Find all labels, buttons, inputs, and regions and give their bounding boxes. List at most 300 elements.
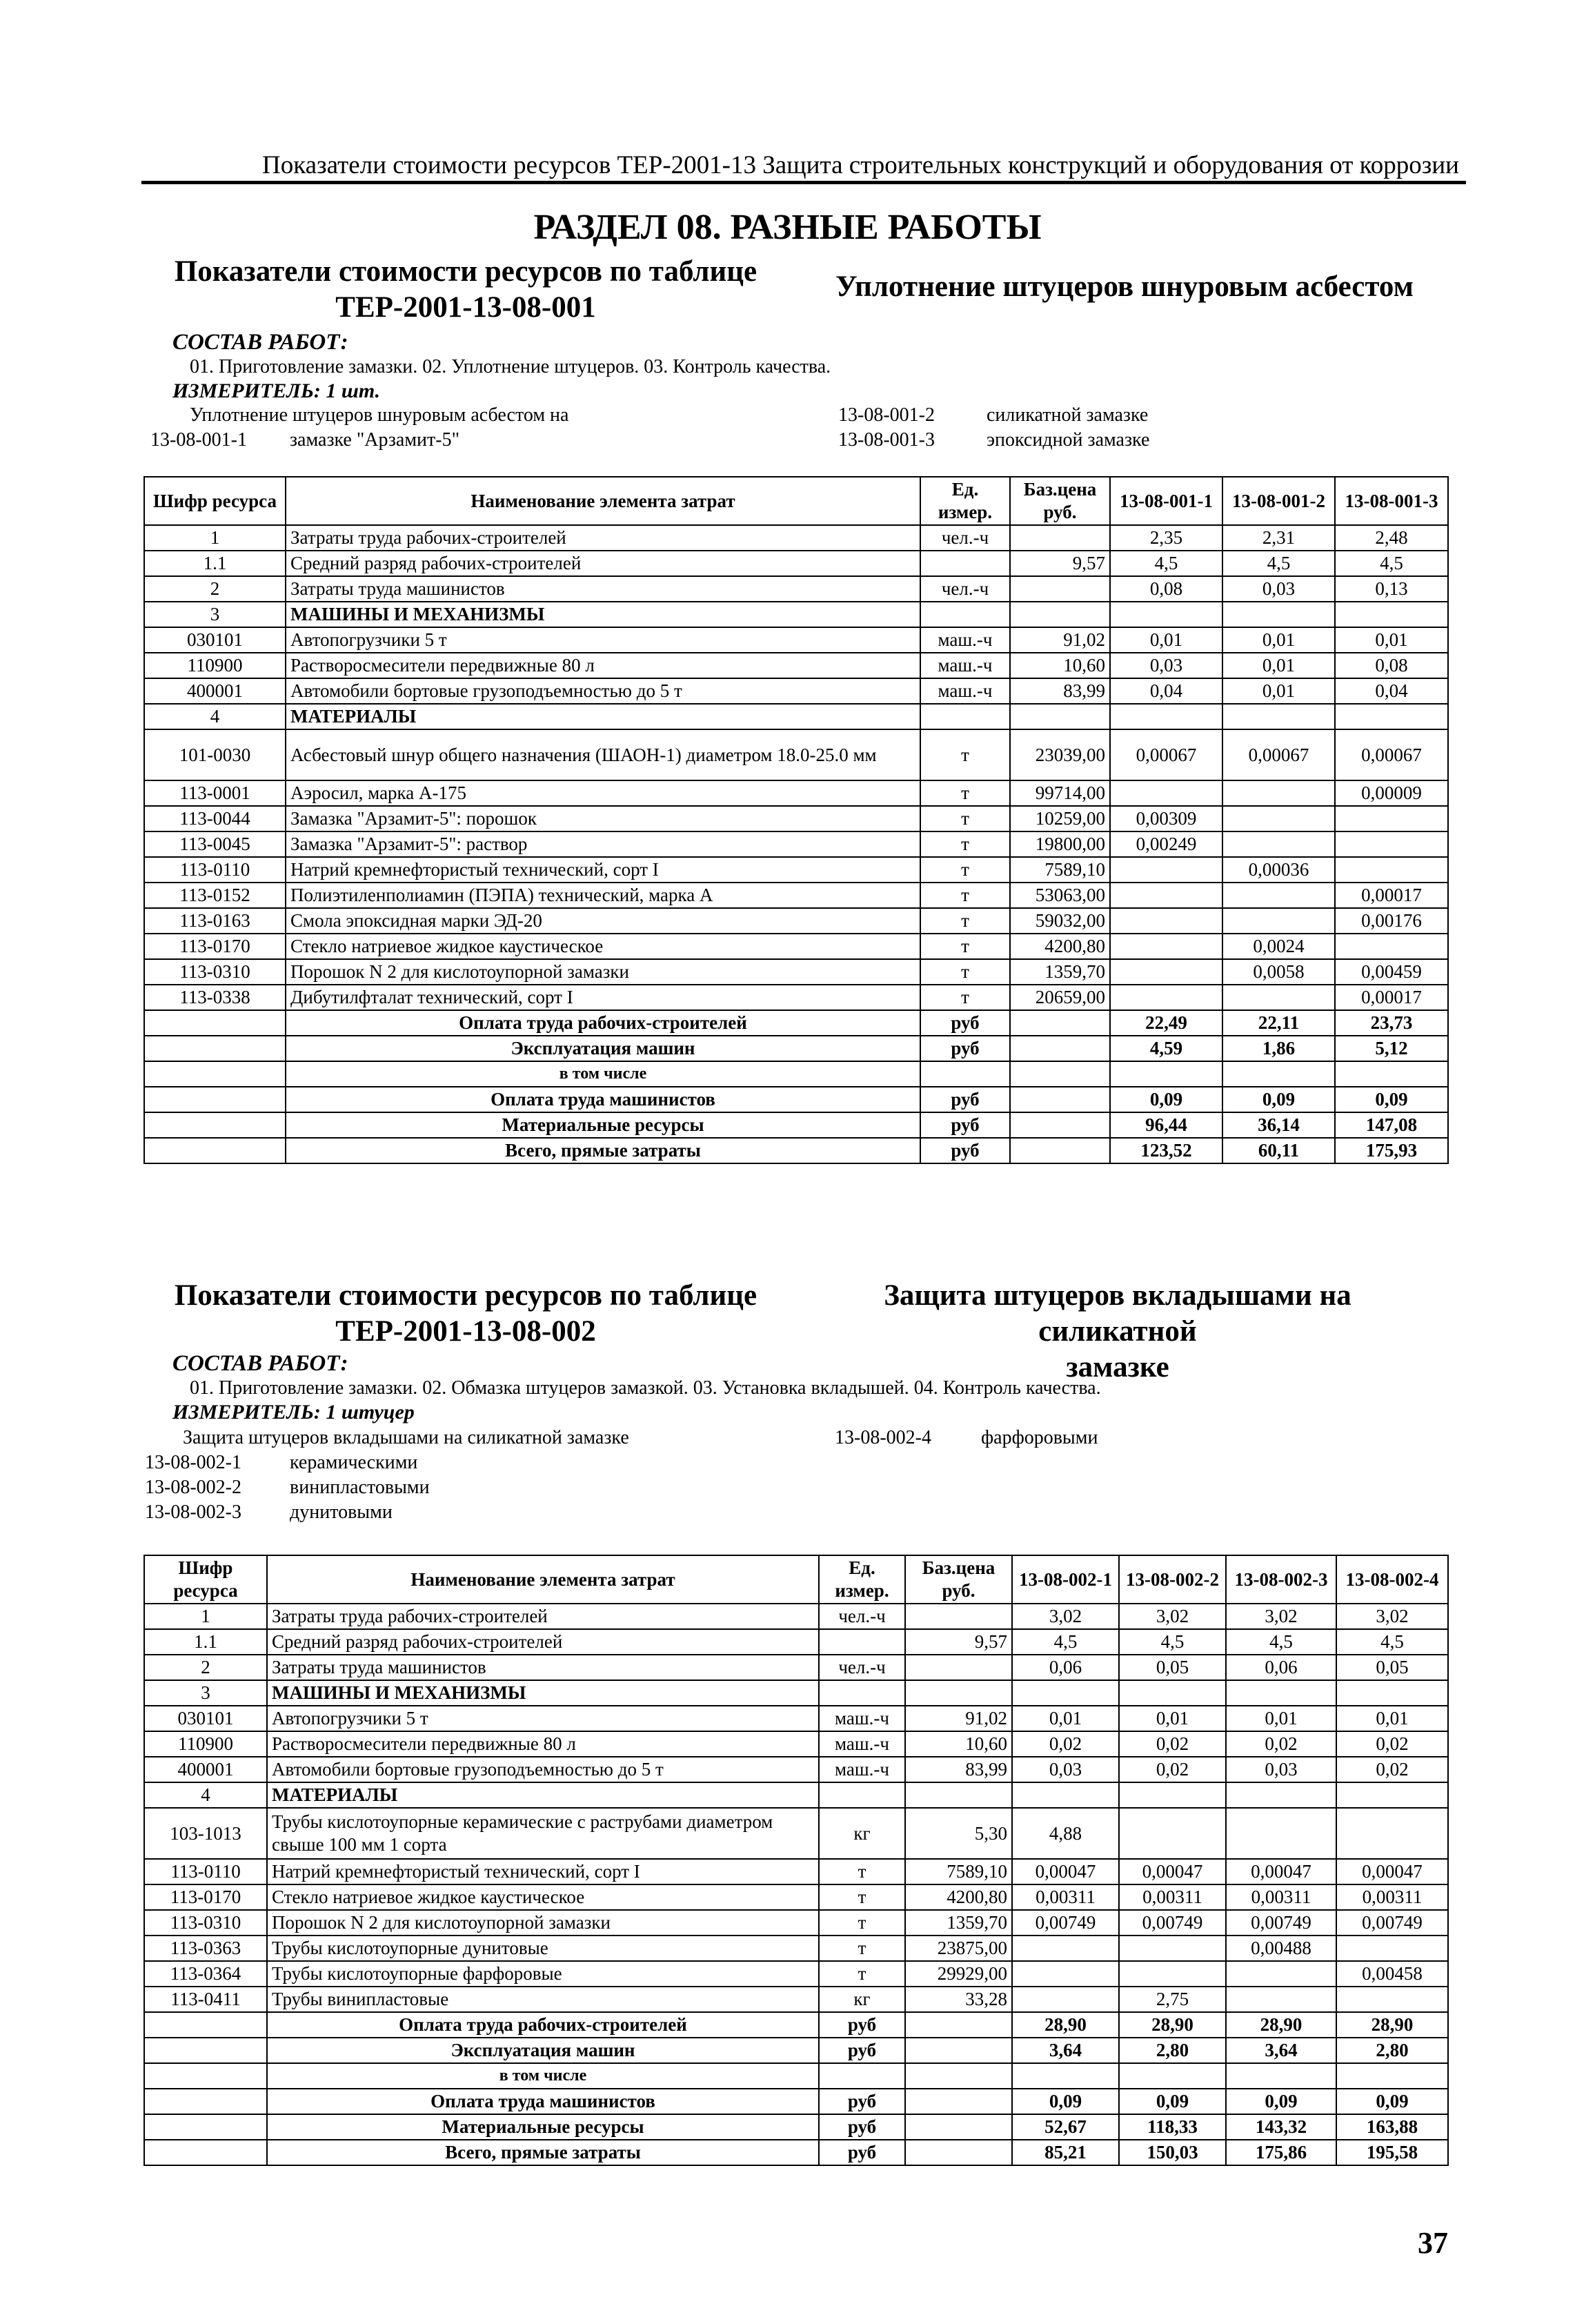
table-row xyxy=(144,1961,1448,1987)
cell-norm-2: 0,01 xyxy=(1222,627,1335,653)
cell-summary-norm-1: 123,52 xyxy=(1110,1138,1222,1163)
cell-summary-unit: руб xyxy=(920,1010,1010,1036)
cell-norm-3 xyxy=(1335,857,1448,883)
cell-norm-3: 0,04 xyxy=(1335,678,1448,704)
table-row xyxy=(144,1604,1448,1629)
cell-empty xyxy=(1010,1087,1110,1112)
t2-title-right-line1: Защита штуцеров вкладышами на силикатной xyxy=(884,1279,1351,1348)
col-header-name: Наименование элемента затрат xyxy=(286,477,920,525)
cell-norm-1: 0,00067 xyxy=(1110,729,1222,780)
table-row xyxy=(144,627,1448,653)
cell-base-price xyxy=(1010,602,1110,627)
t1-code2: 13-08-001-2 xyxy=(838,404,935,426)
cell-norm-2: 0,03 xyxy=(1222,576,1335,602)
cell-norm-1 xyxy=(1110,602,1222,627)
cell-norm-1: 0,03 xyxy=(1012,1757,1119,1782)
cell-summary-norm-1 xyxy=(1110,1061,1222,1087)
cell-norm-1: 0,04 xyxy=(1110,678,1222,704)
cell-empty xyxy=(1010,1112,1110,1138)
cell-name: Смола эпоксидная марки ЭД-20 xyxy=(286,908,920,934)
cell-norm-2: 0,0058 xyxy=(1222,959,1335,985)
t2-intro: Защита штуцеров вкладышами на силикатной замазке xyxy=(183,1427,629,1448)
cell-norm-2 xyxy=(1119,1808,1226,1859)
cell-code: 113-0363 xyxy=(144,1936,267,1961)
table-header-row xyxy=(144,477,1448,525)
cell-empty xyxy=(144,1138,286,1163)
cell-empty xyxy=(905,2038,1012,2063)
cell-norm-3 xyxy=(1226,1680,1336,1706)
cell-norm-2 xyxy=(1222,831,1335,857)
running-header: Показатели стоимости ресурсов ТЕР-2001-13 Защита строительных конструкций и оборудования от коррозии xyxy=(262,151,1459,179)
cell-code: 2 xyxy=(144,576,286,602)
cell-norm-4: 3,02 xyxy=(1336,1604,1448,1629)
cell-base-price: 5,30 xyxy=(905,1808,1012,1859)
cell-base-price xyxy=(905,1604,1012,1629)
cell-summary-norm-1: 52,67 xyxy=(1012,2114,1119,2140)
cell-norm-3 xyxy=(1226,1961,1336,1987)
cell-summary-norm-1: 85,21 xyxy=(1012,2140,1119,2165)
cell-summary-name: Оплата труда машинистов xyxy=(267,2089,819,2114)
cell-norm-1: 0,03 xyxy=(1110,653,1222,678)
col-header-norm-1: 13-08-001-1 xyxy=(1110,477,1222,525)
cell-norm-2 xyxy=(1119,1680,1226,1706)
cell-norm-2: 4,5 xyxy=(1119,1629,1226,1655)
cell-norm-3: 0,00017 xyxy=(1335,985,1448,1010)
cell-norm-3 xyxy=(1335,831,1448,857)
cell-code: 400001 xyxy=(144,678,286,704)
cell-norm-2: 0,00311 xyxy=(1119,1884,1226,1910)
cell-unit: чел.-ч xyxy=(920,525,1010,551)
cell-summary-norm-3: 23,73 xyxy=(1335,1010,1448,1036)
cell-base-price: 20659,00 xyxy=(1010,985,1110,1010)
cell-norm-3: 0,08 xyxy=(1335,653,1448,678)
t2-title-left-line1: Показатели стоимости ресурсов по таблице xyxy=(174,1279,757,1312)
cell-unit xyxy=(920,704,1010,729)
cell-summary-name: Материальные ресурсы xyxy=(267,2114,819,2140)
cell-norm-3: 0,00176 xyxy=(1335,908,1448,934)
cell-empty xyxy=(144,2114,267,2140)
cell-summary-norm-4: 0,09 xyxy=(1336,2089,1448,2114)
cell-norm-1 xyxy=(1110,780,1222,806)
table-row xyxy=(144,806,1448,831)
cell-name: Натрий кремнефтористый технический, сорт I xyxy=(267,1859,819,1884)
cell-summary-unit: руб xyxy=(819,2114,905,2140)
table-row xyxy=(144,1859,1448,1884)
cell-base-price: 9,57 xyxy=(1010,551,1110,576)
cell-norm-1: 2,35 xyxy=(1110,525,1222,551)
cell-summary-unit: руб xyxy=(819,2012,905,2038)
table-row xyxy=(144,1936,1448,1961)
cell-summary-unit: руб xyxy=(819,2140,905,2165)
cell-base-price: 83,99 xyxy=(905,1757,1012,1782)
cell-unit: т xyxy=(920,985,1010,1010)
cell-norm-3: 0,00749 xyxy=(1226,1910,1336,1936)
table-row xyxy=(144,1884,1448,1910)
cell-empty xyxy=(144,1087,286,1112)
cell-norm-2 xyxy=(1222,985,1335,1010)
cell-base-price: 19800,00 xyxy=(1010,831,1110,857)
table-row xyxy=(144,576,1448,602)
cell-name: Затраты труда машинистов xyxy=(267,1655,819,1680)
cell-summary-norm-4 xyxy=(1336,2063,1448,2089)
cell-name: Порошок N 2 для кислотоупорной замазки xyxy=(286,959,920,985)
cell-code: 4 xyxy=(144,1782,267,1808)
cell-empty xyxy=(144,2063,267,2089)
table-row xyxy=(144,704,1448,729)
table-row xyxy=(144,1910,1448,1936)
cell-empty xyxy=(144,1010,286,1036)
cell-base-price xyxy=(1010,525,1110,551)
cell-code: 113-0110 xyxy=(144,857,286,883)
cell-summary-norm-1: 3,64 xyxy=(1012,2038,1119,2063)
t1-desc1: замазке "Арзамит-5" xyxy=(290,429,460,451)
cell-norm-4 xyxy=(1336,1782,1448,1808)
t2-desc3: дунитовыми xyxy=(290,1501,393,1523)
summary-row xyxy=(144,1112,1448,1138)
cell-code: 113-0044 xyxy=(144,806,286,831)
cell-norm-1 xyxy=(1012,1987,1119,2012)
cell-norm-2 xyxy=(1222,908,1335,934)
cell-norm-3: 0,06 xyxy=(1226,1655,1336,1680)
t2-title-right xyxy=(807,1278,1428,1386)
cell-name: Асбестовый шнур общего назначения (ШАОН-1) диаметром 18.0-25.0 мм xyxy=(286,729,920,780)
cell-name: Затраты труда рабочих-строителей xyxy=(286,525,920,551)
table-row xyxy=(144,1629,1448,1655)
cell-norm-3: 0,00067 xyxy=(1335,729,1448,780)
cell-name: Трубы винипластовые xyxy=(267,1987,819,2012)
cell-summary-name: в том числе xyxy=(286,1061,920,1087)
t2-title-left-line2: ТЕР-2001-13-08-002 xyxy=(335,1315,596,1348)
table-row xyxy=(144,1706,1448,1731)
cell-norm-1 xyxy=(1110,857,1222,883)
cell-unit: т xyxy=(819,1961,905,1987)
cell-summary-norm-1: 0,09 xyxy=(1012,2089,1119,2114)
cell-unit: маш.-ч xyxy=(920,653,1010,678)
table-row xyxy=(144,1731,1448,1757)
table-row xyxy=(144,525,1448,551)
cell-unit xyxy=(920,551,1010,576)
cell-base-price: 1359,70 xyxy=(1010,959,1110,985)
cell-summary-norm-3 xyxy=(1226,2063,1336,2089)
cell-base-price xyxy=(1010,704,1110,729)
resource-table-2 xyxy=(143,1555,1449,2166)
cell-norm-2: 3,02 xyxy=(1119,1604,1226,1629)
cell-norm-1: 4,88 xyxy=(1012,1808,1119,1859)
cell-base-price: 23875,00 xyxy=(905,1936,1012,1961)
cell-norm-3: 4,5 xyxy=(1335,551,1448,576)
cell-norm-2 xyxy=(1119,1961,1226,1987)
table-row xyxy=(144,1680,1448,1706)
col-header-norm-2: 13-08-001-2 xyxy=(1222,477,1335,525)
cell-norm-1: 0,02 xyxy=(1012,1731,1119,1757)
cell-norm-3 xyxy=(1335,704,1448,729)
cell-unit xyxy=(920,602,1010,627)
cell-name: Средний разряд рабочих-строителей xyxy=(286,551,920,576)
cell-base-price: 7589,10 xyxy=(905,1859,1012,1884)
cell-code: 3 xyxy=(144,602,286,627)
cell-name: Трубы кислотоупорные керамические с раструбами диаметром свыше 100 мм 1 сорта xyxy=(267,1808,819,1859)
cell-norm-4 xyxy=(1336,1808,1448,1859)
cell-base-price: 7589,10 xyxy=(1010,857,1110,883)
cell-base-price: 10,60 xyxy=(1010,653,1110,678)
cell-empty xyxy=(1010,1061,1110,1087)
cell-summary-name: в том числе xyxy=(267,2063,819,2089)
cell-summary-norm-3: 147,08 xyxy=(1335,1112,1448,1138)
summary-row xyxy=(144,2089,1448,2114)
table-row xyxy=(144,729,1448,780)
col-header-code: Шифр ресурса xyxy=(144,477,286,525)
cell-norm-1: 0,00047 xyxy=(1012,1859,1119,1884)
cell-name: МАШИНЫ И МЕХАНИЗМЫ xyxy=(286,602,920,627)
cell-norm-3: 0,13 xyxy=(1335,576,1448,602)
cell-norm-1 xyxy=(1110,959,1222,985)
cell-norm-4: 0,00047 xyxy=(1336,1859,1448,1884)
cell-code: 030101 xyxy=(144,627,286,653)
col-header-code: Шифр ресурса xyxy=(144,1555,267,1604)
cell-norm-2 xyxy=(1222,602,1335,627)
cell-unit: кг xyxy=(819,1808,905,1859)
cell-norm-4: 0,00458 xyxy=(1336,1961,1448,1987)
cell-base-price: 83,99 xyxy=(1010,678,1110,704)
cell-code: 1.1 xyxy=(144,551,286,576)
cell-name: Автопогрузчики 5 т xyxy=(286,627,920,653)
cell-norm-1: 4,5 xyxy=(1110,551,1222,576)
t2-sostav-label: СОСТАВ РАБОТ: xyxy=(172,1351,348,1376)
cell-summary-norm-3: 175,86 xyxy=(1226,2140,1336,2165)
cell-unit xyxy=(819,1782,905,1808)
cell-norm-4: 0,02 xyxy=(1336,1757,1448,1782)
cell-norm-2 xyxy=(1119,1782,1226,1808)
cell-norm-1: 0,00749 xyxy=(1012,1910,1119,1936)
summary-row xyxy=(144,1036,1448,1061)
col-header-norm-1: 13-08-002-1 xyxy=(1012,1555,1119,1604)
cell-norm-3: 0,01 xyxy=(1335,627,1448,653)
cell-norm-1: 0,00249 xyxy=(1110,831,1222,857)
table-row xyxy=(144,857,1448,883)
cell-name: Автопогрузчики 5 т xyxy=(267,1706,819,1731)
cell-name: Стекло натриевое жидкое каустическое xyxy=(286,934,920,959)
cell-name: Автомобили бортовые грузоподъемностью до 5 т xyxy=(267,1757,819,1782)
cell-summary-norm-3: 0,09 xyxy=(1335,1087,1448,1112)
cell-norm-1: 0,01 xyxy=(1110,627,1222,653)
cell-norm-1 xyxy=(1110,934,1222,959)
cell-unit: маш.-ч xyxy=(819,1706,905,1731)
cell-unit: т xyxy=(920,831,1010,857)
cell-norm-4 xyxy=(1336,1987,1448,2012)
cell-summary-norm-2: 36,14 xyxy=(1222,1112,1335,1138)
cell-unit: маш.-ч xyxy=(819,1757,905,1782)
cell-summary-norm-2: 60,11 xyxy=(1222,1138,1335,1163)
t2-sostav-text: 01. Приготовление замазки. 02. Обмазка штуцеров замазкой. 03. Установка вкладышей. 04. Контроль качества. xyxy=(190,1377,1101,1399)
cell-norm-3: 0,00459 xyxy=(1335,959,1448,985)
cell-norm-3: 3,02 xyxy=(1226,1604,1336,1629)
cell-unit: т xyxy=(920,883,1010,908)
cell-norm-3: 0,00488 xyxy=(1226,1936,1336,1961)
cell-code: 113-0338 xyxy=(144,985,286,1010)
cell-code: 103-1013 xyxy=(144,1808,267,1859)
cell-base-price xyxy=(905,1655,1012,1680)
cell-name: Натрий кремнефтористый технический, сорт I xyxy=(286,857,920,883)
cell-norm-3: 4,5 xyxy=(1226,1629,1336,1655)
cell-summary-norm-4: 28,90 xyxy=(1336,2012,1448,2038)
cell-summary-norm-2 xyxy=(1119,2063,1226,2089)
table-row xyxy=(144,908,1448,934)
col-header-base-price: Баз.цена руб. xyxy=(1010,477,1110,525)
cell-summary-name: Всего, прямые затраты xyxy=(267,2140,819,2165)
table-row xyxy=(144,678,1448,704)
cell-code: 1 xyxy=(144,525,286,551)
cell-name: Средний разряд рабочих-строителей xyxy=(267,1629,819,1655)
col-header-norm-4: 13-08-002-4 xyxy=(1336,1555,1448,1604)
cell-norm-3 xyxy=(1226,1808,1336,1859)
cell-name: Стекло натриевое жидкое каустическое xyxy=(267,1884,819,1910)
cell-name: Трубы кислотоупорные фарфоровые xyxy=(267,1961,819,1987)
cell-unit: чел.-ч xyxy=(819,1604,905,1629)
cell-summary-norm-3: 5,12 xyxy=(1335,1036,1448,1061)
summary-row xyxy=(144,2012,1448,2038)
col-header-norm-3: 13-08-002-3 xyxy=(1226,1555,1336,1604)
cell-norm-2: 0,0024 xyxy=(1222,934,1335,959)
cell-norm-1 xyxy=(1110,704,1222,729)
cell-summary-norm-3: 28,90 xyxy=(1226,2012,1336,2038)
cell-norm-4: 0,01 xyxy=(1336,1706,1448,1731)
t1-code3: 13-08-001-3 xyxy=(838,429,935,451)
cell-code: 110900 xyxy=(144,653,286,678)
cell-norm-1 xyxy=(1110,883,1222,908)
cell-empty xyxy=(905,2089,1012,2114)
table-row xyxy=(144,551,1448,576)
cell-code: 113-0170 xyxy=(144,934,286,959)
cell-empty xyxy=(144,2038,267,2063)
section-title: РАЗДЕЛ 08. РАЗНЫЕ РАБОТЫ xyxy=(533,208,1042,247)
cell-name: МАТЕРИАЛЫ xyxy=(267,1782,819,1808)
cell-summary-name: Оплата труда рабочих-строителей xyxy=(267,2012,819,2038)
cell-summary-norm-1: 4,59 xyxy=(1110,1036,1222,1061)
cell-base-price: 91,02 xyxy=(1010,627,1110,653)
cell-norm-3 xyxy=(1226,1987,1336,2012)
cell-summary-norm-4: 163,88 xyxy=(1336,2114,1448,2140)
cell-summary-norm-2: 118,33 xyxy=(1119,2114,1226,2140)
summary-row xyxy=(144,2038,1448,2063)
cell-summary-unit: руб xyxy=(920,1138,1010,1163)
cell-summary-name: Эксплуатация машин xyxy=(267,2038,819,2063)
cell-norm-2 xyxy=(1222,883,1335,908)
cell-unit: т xyxy=(920,857,1010,883)
cell-norm-1: 0,00311 xyxy=(1012,1884,1119,1910)
cell-base-price: 10259,00 xyxy=(1010,806,1110,831)
cell-summary-unit xyxy=(920,1061,1010,1087)
cell-norm-2: 0,02 xyxy=(1119,1757,1226,1782)
col-header-base-price: Баз.цена руб. xyxy=(905,1555,1012,1604)
cell-summary-norm-2 xyxy=(1222,1061,1335,1087)
cell-summary-norm-2: 1,86 xyxy=(1222,1036,1335,1061)
col-header-name: Наименование элемента затрат xyxy=(267,1555,819,1604)
cell-norm-2: 0,00067 xyxy=(1222,729,1335,780)
cell-norm-4 xyxy=(1336,1680,1448,1706)
cell-code: 113-0110 xyxy=(144,1859,267,1884)
cell-norm-3 xyxy=(1226,1782,1336,1808)
cell-summary-norm-3: 0,09 xyxy=(1226,2089,1336,2114)
cell-code: 113-0310 xyxy=(144,959,286,985)
cell-norm-2: 4,5 xyxy=(1222,551,1335,576)
cell-summary-norm-2: 28,90 xyxy=(1119,2012,1226,2038)
cell-unit: чел.-ч xyxy=(920,576,1010,602)
cell-summary-unit: руб xyxy=(920,1112,1010,1138)
cell-empty xyxy=(144,1061,286,1087)
cell-summary-name: Всего, прямые затраты xyxy=(286,1138,920,1163)
cell-code: 113-0045 xyxy=(144,831,286,857)
cell-name: Дибутилфталат технический, сорт I xyxy=(286,985,920,1010)
cell-empty xyxy=(144,2140,267,2165)
cell-unit: т xyxy=(920,934,1010,959)
cell-unit: маш.-ч xyxy=(920,627,1010,653)
cell-code: 030101 xyxy=(144,1706,267,1731)
col-header-unit: Ед. измер. xyxy=(819,1555,905,1604)
cell-base-price: 91,02 xyxy=(905,1706,1012,1731)
cell-base-price: 53063,00 xyxy=(1010,883,1110,908)
t1-desc3: эпоксидной замазке xyxy=(987,429,1150,451)
cell-code: 4 xyxy=(144,704,286,729)
cell-summary-norm-3 xyxy=(1335,1061,1448,1087)
t1-sostav-label: СОСТАВ РАБОТ: xyxy=(172,330,348,355)
cell-norm-3: 2,48 xyxy=(1335,525,1448,551)
cell-summary-norm-3: 3,64 xyxy=(1226,2038,1336,2063)
cell-empty xyxy=(905,2114,1012,2140)
t1-sostav-text: 01. Приготовление замазки. 02. Уплотнение штуцеров. 03. Контроль качества. xyxy=(190,356,831,377)
summary-row xyxy=(144,1061,1448,1087)
table-row xyxy=(144,985,1448,1010)
cell-summary-norm-2: 2,80 xyxy=(1119,2038,1226,2063)
t2-code1: 13-08-002-1 xyxy=(145,1452,241,1473)
cell-name: Аэросил, марка А-175 xyxy=(286,780,920,806)
cell-code: 113-0001 xyxy=(144,780,286,806)
t2-code4: 13-08-002-4 xyxy=(835,1427,931,1448)
cell-empty xyxy=(1010,1036,1110,1061)
cell-base-price: 1359,70 xyxy=(905,1910,1012,1936)
cell-unit xyxy=(819,1680,905,1706)
t1-title-left-line2: ТЕР-2001-13-08-001 xyxy=(335,291,596,324)
table-row xyxy=(144,831,1448,857)
cell-unit: кг xyxy=(819,1987,905,2012)
t2-title-left xyxy=(172,1278,759,1350)
cell-summary-name: Эксплуатация машин xyxy=(286,1036,920,1061)
cell-empty xyxy=(1010,1010,1110,1036)
t2-desc2: винипластовыми xyxy=(290,1477,430,1498)
cell-norm-1 xyxy=(1012,1961,1119,1987)
cell-summary-norm-3: 175,93 xyxy=(1335,1138,1448,1163)
cell-code: 113-0411 xyxy=(144,1987,267,2012)
cell-base-price: 29929,00 xyxy=(905,1961,1012,1987)
cell-name: Полиэтиленполиамин (ПЭПА) технический, марка А xyxy=(286,883,920,908)
cell-unit: т xyxy=(819,1936,905,1961)
cell-norm-1 xyxy=(1012,1782,1119,1808)
table-header-row xyxy=(144,1555,1448,1604)
t1-code1: 13-08-001-1 xyxy=(150,429,247,451)
cell-norm-1: 0,00309 xyxy=(1110,806,1222,831)
cell-empty xyxy=(905,2140,1012,2165)
cell-summary-norm-3: 143,32 xyxy=(1226,2114,1336,2140)
cell-norm-2: 0,02 xyxy=(1119,1731,1226,1757)
cell-norm-1: 3,02 xyxy=(1012,1604,1119,1629)
cell-summary-norm-1: 0,09 xyxy=(1110,1087,1222,1112)
cell-code: 1 xyxy=(144,1604,267,1629)
cell-unit: т xyxy=(920,908,1010,934)
cell-name: Трубы кислотоупорные дунитовые xyxy=(267,1936,819,1961)
cell-name: Затраты труда машинистов xyxy=(286,576,920,602)
cell-norm-3: 0,00009 xyxy=(1335,780,1448,806)
cell-summary-norm-1: 96,44 xyxy=(1110,1112,1222,1138)
cell-unit: т xyxy=(920,959,1010,985)
